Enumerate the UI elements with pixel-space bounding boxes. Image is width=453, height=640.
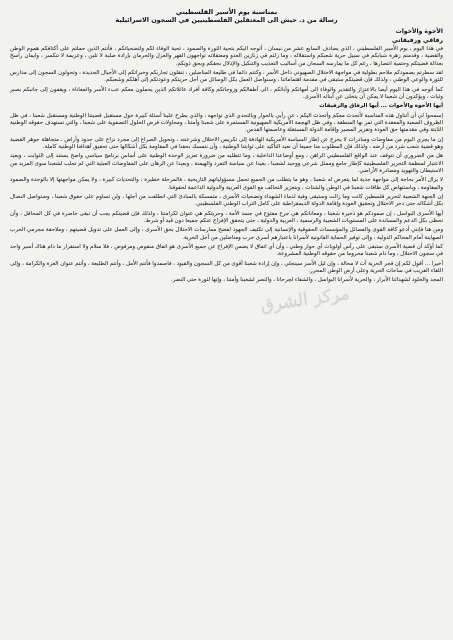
- paragraph: كما أؤكد أن قضية الأسرى ستبقى على رأس أولويات أي حوار وطني ، وأن أي اتفاق لا يضمن الإفراج عن جميع الأسرى هو اتفاق منقوص ومرفوض ، فلا سلام ولا استقرار ما دام هناك أسير واحد في سجون الاحتلال ، وما دام شعبنا محروما من حقوقه الوطنية المشروعة.: [10, 244, 443, 258]
- paragraph: كما أتوجه في هذا اليوم أيضا بالاعتزاز والتقدير والوفاء الى أمهاتكم وآبائكم ، الى أطفالكم وزوجاتكم وكافة أفراد عائلاتكم الذين يحملون معكم عبء الأسر والمعاناة ، ويقفون إلى جانبكم بصبر وثبات ، ويؤكدون أن شعبنا لا يمكن أن يتخلى عن أبنائه الأسرى.: [10, 86, 443, 100]
- paragraph: هل من الضروري أن نتوقف عند الواقع الفلسطيني الراهن ، ومع أوضاعنا الداخلية ، وما تتطلبه من ضرورة تعزيز الوحدة الوطنية على أساس برنامج سياسي واضح يستند إلى الثوابت ، ويعيد الاعتبار لمنظمة التحرير الفلسطينية كإطار جامع وممثل شرعي ووحيد لشعبنا ، بعيدا عن سياسة التفرد والهيمنة ، وبعيدا عن الرهان على المفاوضات العبثية التي لم تجلب لشعبنا سوى المزيد من الاستيطان والتهويد ومصادرة الأراضي.: [10, 153, 443, 174]
- paragraph: لا يزال الأمر بحاجة إلى مواجهة جدية لما يتعرض له شعبنا ، وهو ما يتطلب من الجميع تحمل مسؤولياتهم التاريخية ، فالمرحلة خطيرة ، والتحديات كبيرة ، ولا يمكن مواجهتها إلا بالوحدة والصمود والمقاومة ، وباستنهاض كل طاقات شعبنا في الوطن والشتات ، وبتعزيز التحالف مع القوى العربية والدولية الداعمة لحقوقنا.: [10, 177, 443, 191]
- greeting-line-2: رفاقي ورفيقاتي: [392, 37, 443, 45]
- closing-paragraph: المجد والخلود لشهدائنا الأبرار ، والحرية لأسرانا البواسل ، والشفاء لجرحانا ، والنصر لشعبنا وأمتنا ، وإنها لثورة حتى النصر.: [170, 277, 443, 284]
- paragraph: إن ما يجري اليوم من مفاوضات ومبادرات لا يخرج عن إطار السياسة الأمريكية الهادفة إلى تكريس الاحتلال وشرعنته ، وتحويل الصراع إلى مجرد نزاع على حدود وأراض ، متجاهلة جوهر القضية وهو قضية شعب شرد من أرضه ، ولذلك فإن المطلوب منا جميعا أن نعيد التأكيد على ثوابتنا الوطنية ، وأن نتمسك بحقنا في المقاومة بكل أشكالها حتى تحقيق أهدافنا الوطنية كاملة.: [10, 136, 443, 150]
- greeting-line-1: الأخوة والأخوات: [395, 28, 443, 35]
- paragraph: لقد سطرتم بصمودكم ملاحم بطولية في مواجهة الاحتلال الصهيوني داخل الأسر ، وكنتم دائما في طليعة المناضلين ، تنقلون تجاربكم وخبراتكم إلى الأجيال الجديدة ، وتحولون السجون إلى مدارس للثورة والوعي الوطني ، ولذلك فإن قضيتكم ستبقى في مقدمة اهتماماتنا ، وسنواصل العمل بكل الوسائل من أجل حريتكم وعودتكم إلى أهلكم وشعبكم.: [10, 69, 443, 84]
- paragraph: أخيرا ... أقول لكم إن فجر الحرية آت لا محالة ، وإن ليل الأسر سينجلي ، وإن إرادة شعبنا أقوى من كل السجون والقيود ، فاصمدوا فأنتم الأمل ، وأنتم الطليعة ، وأنتم عنوان العزة والكرامة ، وإلى اللقاء القريب في ساحات الحرية وعلى أرض الوطن المحرر.: [10, 260, 443, 275]
- document-subtitle: رسالة من د. حيش الى المعتقلين الفلسطينيين في السجون الاسرائيلية: [115, 16, 338, 24]
- section-salutation: أيها الأخوة والأخوات ... أيها الرفاق والرفيقات: [319, 103, 443, 110]
- paragraph: ومن هنا فإنني أدعو كافة القوى والفصائل والمؤسسات الحقوقية والإنسانية إلى تكثيف الجهود لفضح ممارسات الاحتلال بحق الأسرى ، وإلى العمل على تدويل قضيتهم ، وملاحقة مجرمي الحرب الصهاينة أمام المحاكم الدولية ، وإلى توفير الحماية القانونية لأسرانا باعتبارهم أسرى حرب ومناضلين من أجل الحرية.: [10, 227, 443, 241]
- watermark: مركز الشرق: [259, 283, 351, 317]
- document-header: [10, 8, 443, 24]
- document-title: بمناسبة يوم الأسير الفلسطيني: [175, 8, 278, 16]
- paragraph: إسمحوا لي أن أتناول هذه المناسبة لأتحدث معكم وأتحدث اليكم ، عن رأيي بالحوار وبالتحدي الذي نواجهه ، والذي يطرح علينا أسئلة كبيرة حول مستقبل قضيتنا الوطنية ومستقبل شعبنا ، في ظل الظروف الصعبة والمعقدة التي تمر بها المنطقة ، وفي ظل الهجمة الأمريكية الصهيونية المستمرة على شعبنا وأمتنا ، ومحاولات فرض الحلول التصفوية على شعبنا ، والتي تستهدف حقوقه الوطنية الثابتة وفي مقدمتها حق العودة وتقرير المصير وإقامة الدولة المستقلة وعاصمتها القدس.: [10, 112, 443, 134]
- paragraph: إن الجبهة الشعبية لتحرير فلسطين كانت وما زالت وستبقى وفية لدماء الشهداء وتضحيات الأسرى ، متمسكة بالمبادئ التي انطلقت من أجلها ، ولن تساوم على حقوق شعبنا ، وستواصل النضال بكل أشكاله حتى دحر الاحتلال وتحقيق العودة وإقامة الدولة الديمقراطية على كامل التراب الوطني الفلسطيني.: [10, 194, 443, 208]
- paragraph: في هذا اليوم ، يوم الأسير الفلسطيني ، الذي يصادف السابع عشر من نيسان ، أتوجه اليكم بتحية الثورة والصمود ، تحية الوفاء لكم ولتضحياتكم ، فأنتم الذين حملتم على أكتافكم هموم الوطن والقضية ، وقدمتم زهرة شبابكم في سبيل حرية شعبكم واستقلاله ، وما زلتم في زنازين العدو ومعتقلاته تواجهون القهر والعزل والحرمان بإرادة صلبة لا تلين ، وعزيمة لا تنكسر ، وايمان راسخ بعدالة قضيتكم وحتمية انتصارها ، رغم كل ما يمارسه السجان من أساليب التعذيب والتنكيل والإذلال بحقكم وبحق ذويكم.: [10, 45, 443, 67]
- paragraph: أيها الأسرى البواسل ، إن صمودكم هو ذخيرة شعبنا ، ومعاناتكم هي جرح مفتوح في جسد الأمة ، وحريتكم هي عنوان لكرامتنا ، ولذلك فإن قضيتكم يجب أن تبقى حاضرة في كل المحافل ، وأن تحظى بكل الدعم والمساندة على المستويات الشعبية والرسمية ، العربية والدولية ، حتى يتحقق الإفراج عنكم جميعا دون قيد أو شرط.: [10, 210, 443, 225]
